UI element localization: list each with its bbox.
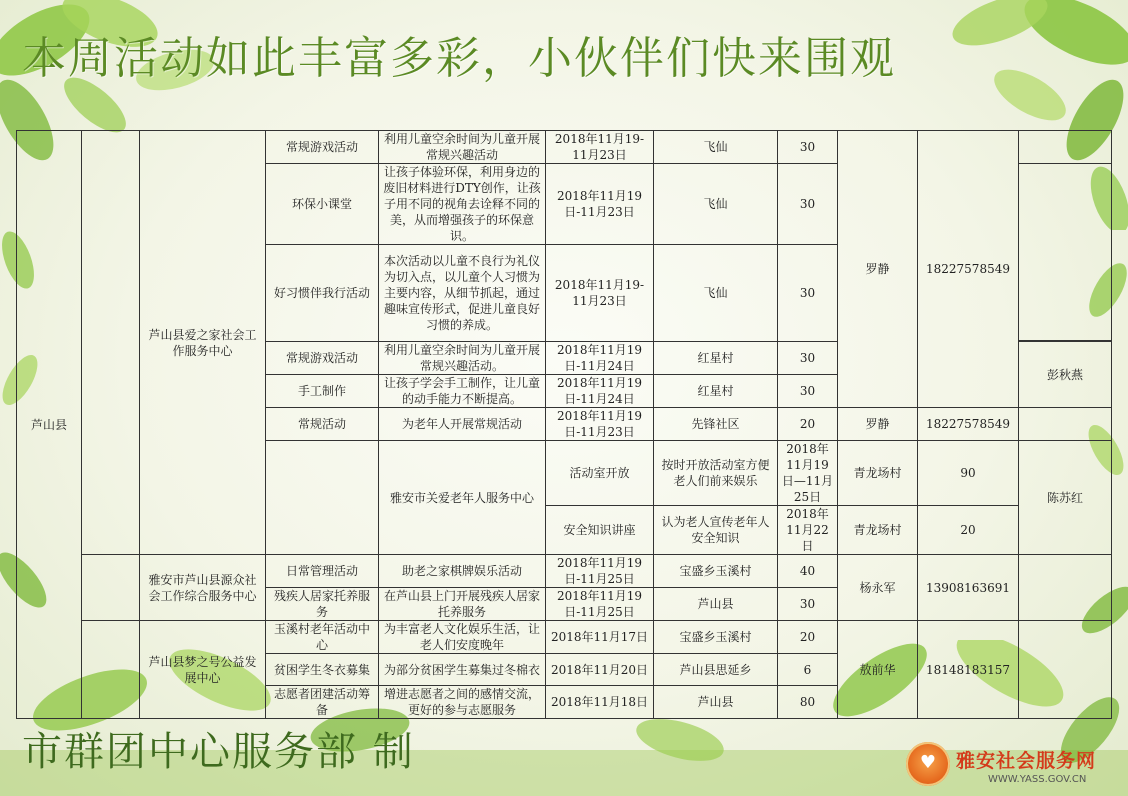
count-cell: 30 xyxy=(778,342,838,375)
activity-schedule-table xyxy=(16,130,1112,719)
place-cell: 飞仙 xyxy=(654,164,778,245)
blank-cell xyxy=(1019,131,1112,164)
contact-cell: 彭秋燕 xyxy=(1019,342,1112,408)
activity-desc-cell: 利用儿童空余时间为儿童开展常规兴趣活动 xyxy=(379,131,546,164)
blank-cell xyxy=(1019,621,1112,719)
phone-cell: 18227578549 xyxy=(918,131,1019,408)
activity-desc-cell: 增进志愿者之间的感情交流，更好的参与志愿服务 xyxy=(379,686,546,719)
org-cell: 雅安市芦山县源众社会工作综合服务中心 xyxy=(140,555,266,621)
activity-name-cell: 日常管理活动 xyxy=(266,555,379,588)
table-row xyxy=(17,555,1112,588)
phone-cell: 13908163691 xyxy=(918,555,1019,621)
blank-cell xyxy=(82,555,140,621)
page-title: 本周活动如此丰富多彩，小伙伴们快来围观 xyxy=(22,33,896,84)
date-cell: 2018年11月19日-11月23日 xyxy=(546,408,654,441)
activity-desc-cell: 为丰富老人文化娱乐生活，让老人们安度晚年 xyxy=(379,621,546,654)
activity-name-cell: 常规游戏活动 xyxy=(266,131,379,164)
count-cell: 20 xyxy=(918,506,1019,555)
org-cell: 芦山县爱之家社会工作服务中心 xyxy=(140,131,266,555)
phone-cell: 18148183157 xyxy=(918,621,1019,719)
place-cell: 芦山县 xyxy=(654,588,778,621)
date-cell: 2018年11月19日-11月25日 xyxy=(546,555,654,588)
count-cell: 20 xyxy=(778,621,838,654)
county-cell: 芦山县 xyxy=(17,131,82,719)
place-cell: 红星村 xyxy=(654,375,778,408)
count-cell: 6 xyxy=(778,654,838,686)
activity-name-cell: 好习惯伴我行活动 xyxy=(266,245,379,342)
count-cell: 30 xyxy=(778,131,838,164)
contact-cell: 罗静 xyxy=(838,131,918,408)
count-cell: 30 xyxy=(778,588,838,621)
activity-name-cell: 环保小课堂 xyxy=(266,164,379,245)
count-cell: 40 xyxy=(778,555,838,588)
blank-cell xyxy=(266,441,379,555)
activity-desc-cell: 助老之家棋牌娱乐活动 xyxy=(379,555,546,588)
activity-name-cell: 玉溪村老年活动中心 xyxy=(266,621,379,654)
activity-name-cell: 贫困学生冬衣募集 xyxy=(266,654,379,686)
activity-name-cell: 常规活动 xyxy=(266,408,379,441)
activity-desc-cell: 让孩子学会手工制作，让儿童的动手能力不断提高。 xyxy=(379,375,546,408)
contact-cell: 杨永军 xyxy=(838,555,918,621)
place-cell: 青龙场村 xyxy=(838,441,918,506)
date-cell: 2018年11月17日 xyxy=(546,621,654,654)
date-cell: 2018年11月19日-11月24日 xyxy=(546,342,654,375)
count-cell: 30 xyxy=(778,375,838,408)
activity-name-cell: 常规游戏活动 xyxy=(266,342,379,375)
date-cell: 2018年11月19日-11月23日 xyxy=(546,164,654,245)
place-cell: 芦山县 xyxy=(654,686,778,719)
date-cell: 2018年11月18日 xyxy=(546,686,654,719)
count-cell: 30 xyxy=(778,164,838,245)
place-cell: 飞仙 xyxy=(654,245,778,342)
activity-desc-cell: 按时开放活动室方便老人们前来娱乐 xyxy=(654,441,778,506)
org-cell: 雅安市关爱老年人服务中心 xyxy=(379,441,546,555)
activity-desc-cell: 在芦山县上门开展残疾人居家托养服务 xyxy=(379,588,546,621)
blank-cell xyxy=(1019,164,1112,341)
logo-name: 雅安社会服务网 xyxy=(956,750,1097,772)
count-cell: 30 xyxy=(778,245,838,342)
count-cell: 80 xyxy=(778,686,838,719)
place-cell: 芦山县思延乡 xyxy=(654,654,778,686)
date-cell: 2018年11月22日 xyxy=(778,506,838,555)
date-cell: 2018年11月19-11月23日 xyxy=(546,131,654,164)
table-row xyxy=(17,621,1112,654)
date-cell: 2018年11月19日—11月25日 xyxy=(778,441,838,506)
place-cell: 青龙场村 xyxy=(838,506,918,555)
blank-cell xyxy=(82,621,140,719)
activity-name-cell: 活动室开放 xyxy=(546,441,654,506)
org-cell: 芦山县梦之号公益发展中心 xyxy=(140,621,266,719)
activity-desc-cell: 本次活动以儿童不良行为礼仪为切入点，以儿童个人习惯为主要内容，从细节抓起，通过趣味宣传形式，促进儿童良好习惯的养成。 xyxy=(379,245,546,342)
activity-name-cell: 志愿者团建活动筹备 xyxy=(266,686,379,719)
activity-name-cell: 残疾人居家托养服务 xyxy=(266,588,379,621)
place-cell: 宝盛乡玉溪村 xyxy=(654,555,778,588)
blank-cell xyxy=(1019,408,1112,441)
activity-desc-cell: 为老年人开展常规活动 xyxy=(379,408,546,441)
phone-cell: 18227578549 xyxy=(918,408,1019,441)
place-cell: 宝盛乡玉溪村 xyxy=(654,621,778,654)
date-cell: 2018年11月19日-11月24日 xyxy=(546,375,654,408)
activity-desc-cell: 认为老人宣传老年人安全知识 xyxy=(654,506,778,555)
activity-desc-cell: 为部分贫困学生募集过冬棉衣 xyxy=(379,654,546,686)
blank-cell xyxy=(1019,555,1112,621)
date-cell: 2018年11月19日-11月25日 xyxy=(546,588,654,621)
table-row xyxy=(17,131,1112,164)
activity-name-cell: 安全知识讲座 xyxy=(546,506,654,555)
place-cell: 红星村 xyxy=(654,342,778,375)
contact-cell: 陈苏红 xyxy=(1019,441,1112,555)
count-cell: 20 xyxy=(778,408,838,441)
place-cell: 飞仙 xyxy=(654,131,778,164)
logo-url: WWW.YASS.GOV.CN xyxy=(988,774,1087,785)
contact-cell: 敖前华 xyxy=(838,621,918,719)
count-cell: 90 xyxy=(918,441,1019,506)
contact-cell: 罗静 xyxy=(838,408,918,441)
blank-cell xyxy=(82,131,140,555)
footer-credit: 市群团中心服务部 制 xyxy=(22,729,415,775)
place-cell: 先锋社区 xyxy=(654,408,778,441)
date-cell: 2018年11月20日 xyxy=(546,654,654,686)
activity-desc-cell: 让孩子体验环保，利用身边的废旧材料进行DTY创作，让孩子用不同的视角去诠释不同的美，从而增强孩子的环保意识。 xyxy=(379,164,546,245)
heart-icon: ♥ xyxy=(919,752,937,773)
site-logo xyxy=(902,740,1124,794)
activity-name-cell: 手工制作 xyxy=(266,375,379,408)
date-cell: 2018年11月19-11月23日 xyxy=(546,245,654,342)
activity-desc-cell: 利用儿童空余时间为儿童开展常规兴趣活动。 xyxy=(379,342,546,375)
